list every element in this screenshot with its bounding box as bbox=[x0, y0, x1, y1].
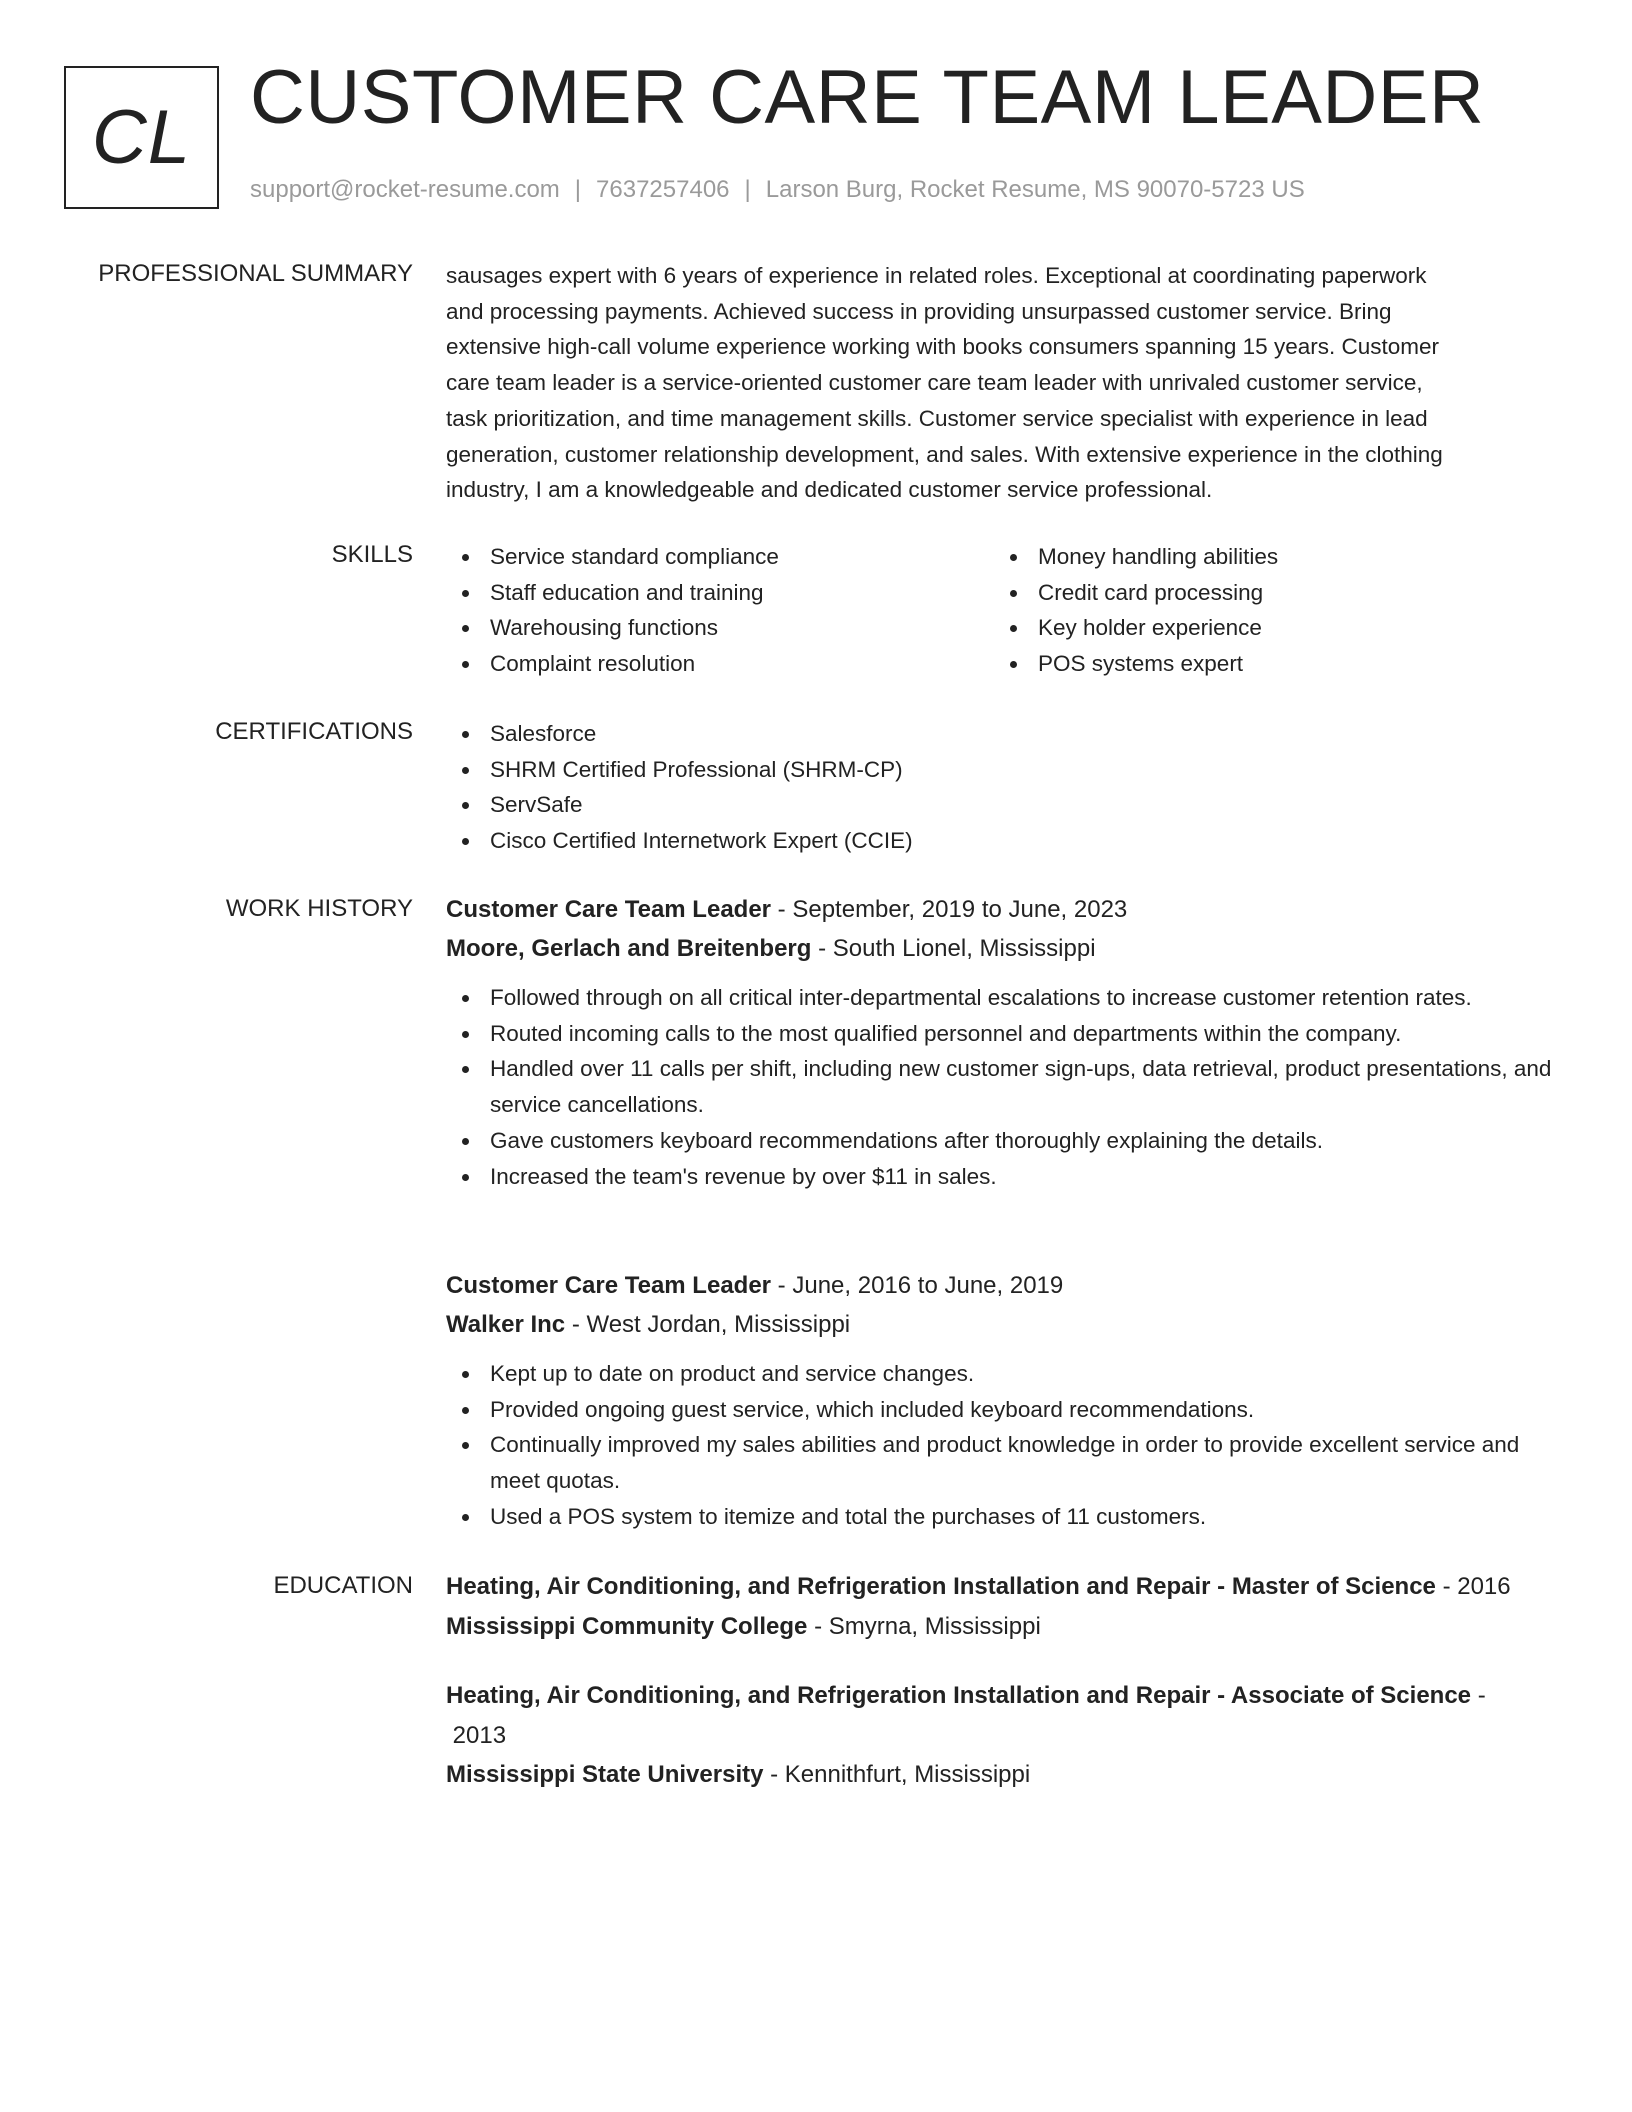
skill-item: Money handling abilities bbox=[994, 539, 1542, 575]
contact-email: support@rocket-resume.com bbox=[250, 176, 560, 203]
education-school: Mississippi State University bbox=[446, 1761, 764, 1788]
education-entry bbox=[446, 1676, 1546, 1795]
job-duties bbox=[446, 980, 1556, 1194]
job-duty: Handled over 11 calls per shift, including new customer sign-ups, data retrieval, product presentations, and service cancellations. bbox=[446, 1051, 1556, 1122]
summary-line: and processing payments. Achieved success in providing unsurpassed customer service. Bring bbox=[446, 298, 1392, 324]
job-company-line bbox=[446, 929, 1556, 968]
summary-line: extensive high-call volume experience working with books consumers spanning 15 years. Customer bbox=[446, 334, 1439, 360]
resume-title: CUSTOMER CARE TEAM LEADER bbox=[250, 55, 1485, 140]
education-location: - Smyrna, Mississippi bbox=[807, 1612, 1041, 1640]
certification-item: ServSafe bbox=[446, 787, 1556, 823]
contact-address: Larson Burg, Rocket Resume, MS 90070-5723 US bbox=[765, 176, 1305, 203]
summary-line: generation, customer relationship development, and sales. With extensive experience in the clothing bbox=[446, 441, 1443, 467]
job-company-line bbox=[446, 1305, 1556, 1344]
section-heading-certifications: CERTIFICATIONS bbox=[215, 718, 413, 745]
job-duty: Gave customers keyboard recommendations after thoroughly explaining the details. bbox=[446, 1123, 1556, 1159]
skill-item: Service standard compliance bbox=[446, 539, 994, 575]
monogram-initials: CL bbox=[91, 94, 192, 180]
education-school: Mississippi Community College bbox=[446, 1612, 808, 1640]
skill-item: Key holder experience bbox=[994, 610, 1542, 646]
summary-text bbox=[446, 258, 1556, 508]
certifications-list bbox=[446, 716, 1556, 859]
job-duty: Kept up to date on product and service changes. bbox=[446, 1356, 1556, 1392]
education-year: 2013 bbox=[452, 1721, 507, 1749]
job-duties bbox=[446, 1356, 1556, 1535]
education-degree: Heating, Air Conditioning, and Refrigeration Installation and Repair - Associate of Science bbox=[446, 1682, 1472, 1709]
certification-item: Salesforce bbox=[446, 716, 1556, 752]
skill-item: Warehousing functions bbox=[446, 610, 994, 646]
section-heading-summary: PROFESSIONAL SUMMARY bbox=[98, 260, 413, 287]
section-heading-skills: SKILLS bbox=[331, 541, 413, 568]
job-company: Walker Inc bbox=[446, 1311, 566, 1338]
job-entry bbox=[446, 1266, 1556, 1535]
contact-separator: | bbox=[574, 176, 582, 203]
job-duty: Routed incoming calls to the most qualified personnel and departments within the company. bbox=[446, 1016, 1556, 1052]
certification-item: SHRM Certified Professional (SHRM-CP) bbox=[446, 752, 1556, 788]
summary-line: industry, I am a knowledgeable and dedicated customer service professional. bbox=[446, 477, 1213, 503]
job-duty: Increased the team's revenue by over $11 in sales. bbox=[446, 1159, 1556, 1195]
education-degree-line bbox=[446, 1676, 1546, 1716]
skills-list bbox=[446, 539, 1556, 682]
skill-item: POS systems expert bbox=[994, 646, 1542, 682]
contact-phone: 7637257406 bbox=[596, 176, 730, 203]
job-title-line bbox=[446, 890, 1556, 929]
monogram-logo bbox=[64, 66, 219, 209]
certification-item: Cisco Certified Internetwork Expert (CCIE) bbox=[446, 823, 1556, 859]
job-entry bbox=[446, 890, 1556, 1194]
education-year-prefix: - bbox=[1471, 1682, 1486, 1709]
education-degree-line bbox=[446, 1567, 1576, 1607]
skill-item: Staff education and training bbox=[446, 575, 994, 611]
skills-column-left bbox=[446, 539, 994, 682]
job-duty: Provided ongoing guest service, which included keyboard recommendations. bbox=[446, 1392, 1556, 1428]
education-entry bbox=[446, 1567, 1576, 1646]
skill-item: Complaint resolution bbox=[446, 646, 994, 682]
education-year: - 2016 bbox=[1435, 1573, 1511, 1600]
section-heading-work-history: WORK HISTORY bbox=[225, 895, 413, 922]
skill-item: Credit card processing bbox=[994, 575, 1542, 611]
job-duty: Used a POS system to itemize and total the purchases of 11 customers. bbox=[446, 1499, 1556, 1535]
job-location: - South Lionel, Mississippi bbox=[811, 935, 1096, 962]
contact-separator: | bbox=[744, 176, 751, 203]
job-title: Customer Care Team Leader bbox=[446, 896, 772, 923]
summary-line: task prioritization, and time management skills. Customer service specialist with experience in lead bbox=[446, 405, 1428, 431]
job-dates: - June, 2016 to June, 2019 bbox=[771, 1272, 1064, 1299]
job-location: - West Jordan, Mississippi bbox=[565, 1311, 851, 1338]
contact-line bbox=[250, 175, 1305, 205]
job-title: Customer Care Team Leader bbox=[446, 1272, 772, 1299]
job-duty: Continually improved my sales abilities and product knowledge in order to provide excellent service and meet quotas. bbox=[446, 1427, 1556, 1498]
job-title-line bbox=[446, 1266, 1556, 1305]
job-company: Moore, Gerlach and Breitenberg bbox=[446, 935, 812, 962]
education-school-line bbox=[446, 1755, 1546, 1795]
education-school-line bbox=[446, 1607, 1576, 1647]
skills-column-right bbox=[994, 539, 1542, 682]
summary-line: care team leader is a service-oriented customer care team leader with unrivaled customer service, bbox=[446, 370, 1423, 396]
education-location: - Kennithfurt, Mississippi bbox=[763, 1761, 1031, 1788]
job-duty: Followed through on all critical inter-departmental escalations to increase customer retention rates. bbox=[446, 980, 1556, 1016]
education-degree: Heating, Air Conditioning, and Refrigeration Installation and Repair - Master of Science bbox=[446, 1573, 1436, 1600]
education-year-line bbox=[446, 1716, 1546, 1756]
section-heading-education: EDUCATION bbox=[273, 1572, 413, 1599]
summary-line: sausages expert with 6 years of experience in related roles. Exceptional at coordinating paperwork bbox=[446, 263, 1427, 288]
job-dates: - September, 2019 to June, 2023 bbox=[771, 896, 1128, 923]
